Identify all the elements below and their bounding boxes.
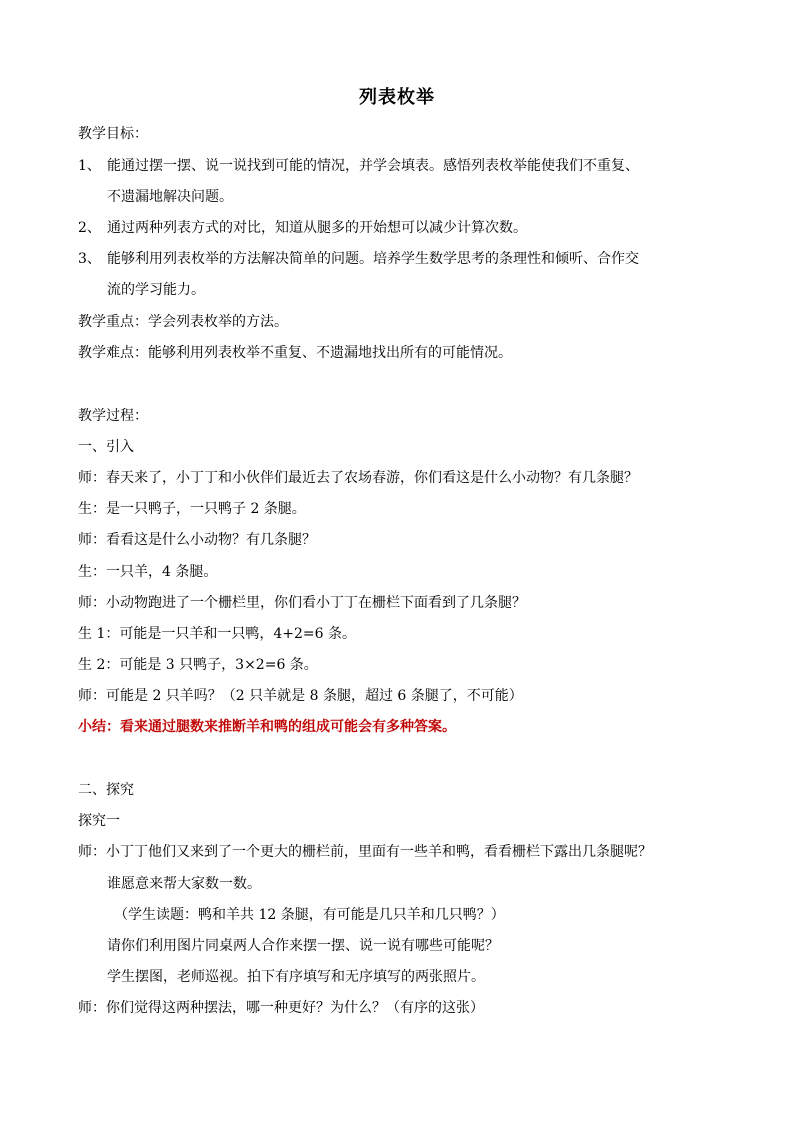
key-point: 教学重点：学会列表枚举的方法。 xyxy=(78,314,288,330)
dialogue-line: 师：春天来了，小丁丁和小伙伴们最近去了农场春游，你们看这是什么小动物？有几条腿？ xyxy=(78,470,638,486)
summary-text: 小结：看来通过腿数来推断羊和鸭的组成可能会有多种答案。 xyxy=(78,719,456,735)
goal-item-1-cont: 不遗漏地解决问题。 xyxy=(107,189,233,205)
goal-text: 能够利用列表枚举的方法解决简单的问题。培养学生数学思考的条理性和倾听、合作交 xyxy=(107,251,639,267)
goals-heading: 教学目标： xyxy=(78,126,148,142)
goal-text: 通过两种列表方式的对比，知道从腿多的开始想可以减少计算次数。 xyxy=(107,220,527,236)
dialogue-line: 师：可能是 2 只羊吗？（2 只羊就是 8 条腿，超过 6 条腿了，不可能） xyxy=(78,688,523,704)
dialogue-line: 生 1：可能是一只羊和一只鸭，4+2=6 条。 xyxy=(78,626,356,642)
dialogue-line: （学生读题：鸭和羊共 12 条腿，有可能是几只羊和几只鸭？） xyxy=(114,907,505,923)
dialogue-line: 请你们利用图片同桌两人合作来摆一摆、说一说有哪些可能呢？ xyxy=(107,938,499,954)
goal-number: 2、 xyxy=(78,220,101,236)
section-2-subheading: 探究一 xyxy=(78,813,120,829)
section-1-heading: 一、引入 xyxy=(78,439,134,455)
goal-item-3-cont: 流的学习能力。 xyxy=(107,282,205,298)
dialogue-line: 师：小动物跑进了一个栅栏里，你们看小丁丁在栅栏下面看到了几条腿？ xyxy=(78,595,526,611)
goal-item-2 xyxy=(78,218,728,238)
goal-item-3 xyxy=(78,249,728,269)
dialogue-line: 师：小丁丁他们又来到了一个更大的栅栏前，里面有一些羊和鸭，看看栅栏下露出几条腿呢？ xyxy=(78,844,652,860)
dialogue-line: 生：一只羊，4 条腿。 xyxy=(78,564,218,580)
section-2-heading: 二、探究 xyxy=(78,782,134,798)
dialogue-line: 师：你们觉得这两种摆法，哪一种更好？为什么？（有序的这张） xyxy=(78,1000,484,1016)
page-title: 列表枚举 xyxy=(359,87,435,108)
dialogue-line: 学生摆图，老师巡视。拍下有序填写和无序填写的两张照片。 xyxy=(107,969,485,985)
dialogue-line: 生：是一只鸭子，一只鸭子 2 条腿。 xyxy=(78,501,306,517)
goal-number: 1、 xyxy=(78,158,101,174)
dialogue-line: 师：看看这是什么小动物？有几条腿？ xyxy=(78,532,316,548)
difficulty: 教学难点：能够利用列表枚举不重复、不遗漏地找出所有的可能情况。 xyxy=(78,345,512,361)
goal-number: 3、 xyxy=(78,251,101,267)
dialogue-line: 生 2：可能是 3 只鸭子，3×2=6 条。 xyxy=(78,657,318,673)
process-heading: 教学过程： xyxy=(78,408,148,424)
goal-item-1 xyxy=(78,156,728,176)
dialogue-line: 谁愿意来帮大家数一数。 xyxy=(107,876,261,892)
goal-text: 能通过摆一摆、说一说找到可能的情况，并学会填表。感悟列表枚举能使我们不重复、 xyxy=(107,158,639,174)
